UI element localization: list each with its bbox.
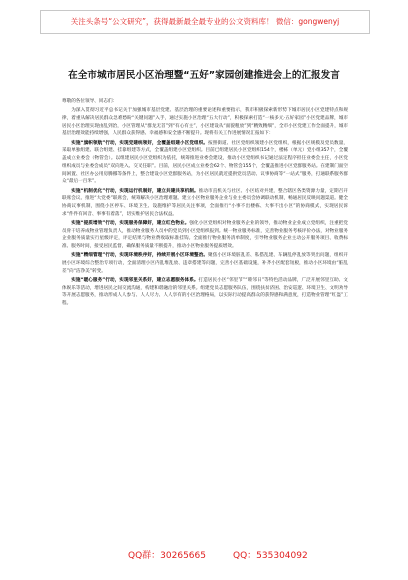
qq-group-number: QQ群：30265665 bbox=[128, 551, 206, 561]
promo-banner[interactable]: 关注头条号“公文研究”，获得最新最全最专业的公文资料库！ 微信：gongwenyj bbox=[40, 10, 370, 34]
paragraph-mechanism bbox=[62, 188, 348, 219]
salutation: 尊敬的各位领导、同志们： bbox=[62, 99, 118, 104]
paragraph-heading: 实施“精细管理”行动，实现环境秩序好，持续开展小区环境整治。 bbox=[71, 253, 209, 259]
paragraph-flag-leading bbox=[62, 140, 348, 186]
document-title: 在全市城市居民小区治理暨“五好”家园创建推进会上的汇报发言 bbox=[68, 70, 340, 81]
paragraph-heading: 实施“旗帜领航”行动，实现党建统领好，全覆盖组建小区党组织。 bbox=[71, 140, 209, 146]
paragraph-intro: 为深入贯彻习近平总书记关于加强城市基层党建、基层治理的重要论述和重要指示，我市积极探索新形势下城市居民小区党建特点和规律，着重从解决居民群众急难愁盼“关键问题”入手，通过实施小区治理“五大行动”，积极探索打造“一核多元·五好家园”小区党建品牌，城市居民小区治理实现由乱到治，小区管理从“群龙无首”到“有心有主”，小区建设从“面貌粗放”到“精致精细”，全市小区党建工作全面提升，城市基层治理效能持续增强，人民群众获得感、幸福感和安全感不断提升。现将有关工作进展情况汇报如下： bbox=[62, 108, 348, 137]
paragraph-text: 聚焦小区环境脏乱差、私搭乱建、车辆乱停乱放等突出问题，组织开展小区环境综合整治专项行动，全面清理小区内乱堆乱放、违章搭建等问题，完善小区基础设施，补齐小区配套短板，推动小区环境由“脏乱差”向“洁净美”转变。 bbox=[62, 253, 348, 274]
qq-number: QQ：535304092 bbox=[233, 551, 308, 561]
paragraph-heading: 实施“提质增效”行动，实现服务保障好，建立红色物业。 bbox=[71, 220, 190, 226]
paragraph-text: 推动市直机关与社区、小区结对共建，整合辖区各类资源力量，定期召开联席会议、推进“大党委”联席会，统筹解决小区治理难题。建立小区物业服务企业与业主委员会协调联动机制，畅通居民反映问题渠道。健全协商议事机制，围绕小区停车、环境卫生、设施维护等居民关注事项，全面推行“小事不出楼栋、大事不出小区”的协商模式，实现居民诉求“件件有回音、事事有着落”，切实维护居民合法权益。 bbox=[62, 188, 348, 217]
paragraph-fine-management bbox=[62, 252, 348, 275]
paragraph-warm-service bbox=[62, 277, 348, 308]
paragraph-text: 按照街道、社区党组织领建小区党组织，根据小区规模及党员数量，采取单独组建、联合组建、挂靠组建等方式，全覆盖组建小区党组织。目前已组建居民小区党组织154个，楼栋（单元）党小组357个，全覆盖成立业委会（物管会）。以组建居民小区党组织为依托，统筹推进业委会建设，推动小区党组织书记通过法定程序担任业委会主任，小区党组织成员与业委会成员“双向进入、交叉任职”。目前，居民小区成立业委会62个、物管会155个，全覆盖推进小区党群服务站。在建制门面空间闲置、社区办公用房腾挪等条件上，整合建设小区党群服务站，为小区居民就近提供党员活动、议事协商等“一站式”服务，打通联系服务群众“最后一百米”。 bbox=[62, 140, 348, 185]
paragraph-heading: 实施“暖心服务”行动，实现邻里关系好，建立志愿服务体系。 bbox=[71, 278, 199, 284]
document-body bbox=[62, 98, 348, 309]
footer-contact bbox=[0, 548, 408, 564]
paragraph-text: 打造居民小区“邻里节”“睦邻日”等特色活动品牌，广泛开展邻里互助、文体娱乐等活动，增进居民之间交流沟通，构建和谐融洽的邻里关系。组建党员志愿服务队伍，围绕扶贫济困、治安巡逻、环境卫生、文明劝导等开展志愿服务，推动形成人人参与、人人尽力、人人享有的小区治理格局，以实际行动提高群众的获得感和满意度，打造物业管理“红盔”工程。 bbox=[62, 278, 348, 307]
paragraph-text: 强化小区党组织对物业服务企业的领导，推动物业企业成立党组织，注重把党员骨干培养成物业管理负责人，推动物业服务人员中的党员到小区党组织报到。统一物业服务标准，完善物业服务考核评价办法，对物业服务企业服务质量实行星级评定，评定结果与物业费收取标准挂钩。全面推行物业服务清单制度，引导物业服务企业主动公开服务项目、收费标准、服务时间，接受居民监督，确保服务质量不断提升，推动小区物业服务提质增效。 bbox=[62, 220, 348, 250]
paragraph-heading: 实施“机制优化”行动，实现运行机制好，建立共建共享机制。 bbox=[71, 188, 199, 194]
paragraph-service-quality bbox=[62, 220, 348, 251]
